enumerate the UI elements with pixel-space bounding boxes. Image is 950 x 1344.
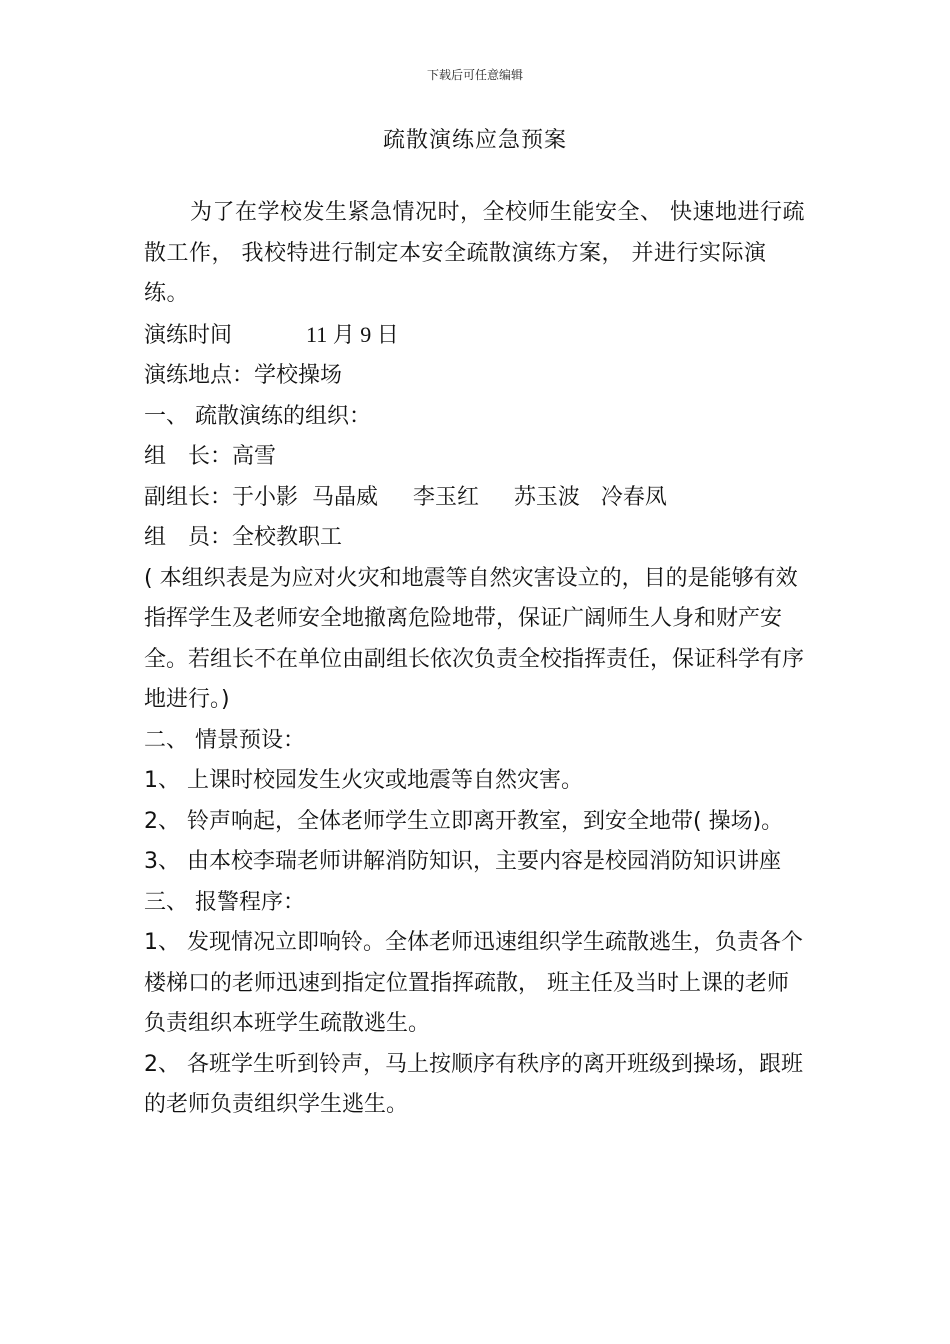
document-title: 疏散演练应急预案 [382, 128, 567, 153]
document-body [144, 193, 806, 1126]
drill-place-line: 演练地点：学校操场 [144, 363, 343, 388]
team-members-line: 组 员：全校教职工 [144, 525, 343, 550]
alarm-procedure-item: 1、 发现情况立即响铃。全体老师迅速组织学生疏散逃生，负责各个楼梯口的老师迅速到指定位置指挥疏散， 班主任及当时上课的老师负责组织本班学生疏散逃生。 [144, 930, 803, 1036]
section-3-heading: 三、 报警程序： [144, 889, 305, 915]
team-deputy-line: 副组长：于小影 马晶威 李玉红 苏玉波 冷春凤 [144, 484, 667, 510]
section-1-heading: 一、 疏散演练的组织： [144, 403, 371, 429]
organization-note: ( 本组织表是为应对火灾和地震等自然灾害设立的，目的是能够有效指挥学生及老师安全地撤离危险地带，保证广阔师生人身和财产安全。若组长不在单位由副组长依次负责全校指挥责任，保证科学有序地进行。) [144, 565, 805, 712]
scenario-item: 3、 由本校李瑞老师讲解消防知识，主要内容是校园消防知识讲座 [144, 849, 781, 874]
drill-time-line [144, 315, 806, 357]
page-header-note: 下载后可任意编辑 [426, 68, 523, 82]
drill-time-value: 11 月 9 日 [306, 321, 399, 347]
drill-time-label: 演练时间 [144, 322, 233, 348]
intro-paragraph: 为了在学校发生紧急情况时，全校师生能安全、 快速地进行疏散工作， 我校特进行制定本安全疏散演练方案， 并进行实际演练。 [144, 200, 805, 306]
alarm-procedure-item: 2、 各班学生听到铃声，马上按顺序有秩序的离开班级到操场，跟班的老师负责组织学生逃生。 [144, 1051, 803, 1117]
scenario-item: 2、 铃声响起，全体老师学生立即离开教室，到安全地带( 操场)。 [144, 808, 784, 834]
section-2-heading: 二、 情景预设： [144, 727, 305, 753]
team-leader-line: 组 长：高雪 [144, 444, 277, 469]
scenario-item: 1、 上课时校园发生火灾或地震等自然灾害。 [144, 768, 583, 793]
